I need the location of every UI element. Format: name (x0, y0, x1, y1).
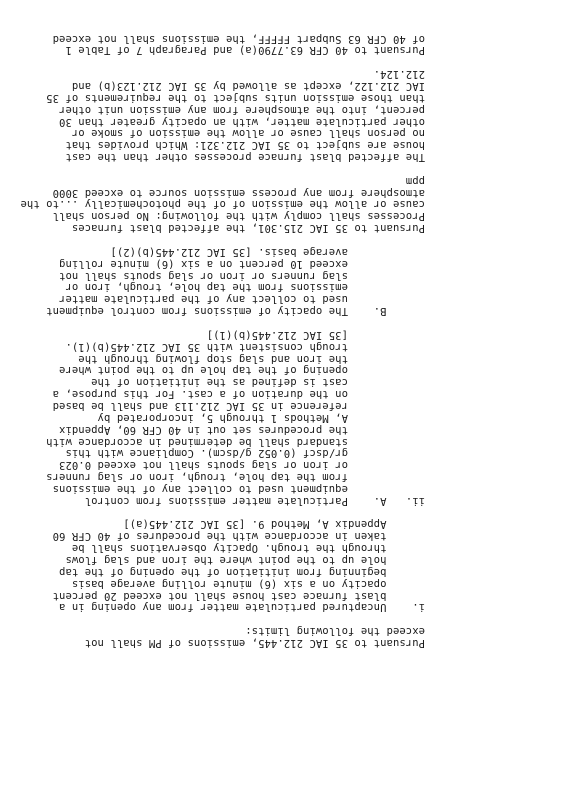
text-line: [35 IAC 212.445(b)(1)] (206, 328, 425, 341)
text-line: beginning from initiation of the opening of the tap (58, 565, 425, 578)
text-line: IAC 212.122, except as allowed by 35 IAC 212.123(b) and (71, 80, 425, 93)
text-line: B. The opacity of emissions from control equipment (46, 305, 425, 318)
text-line: opacity on a six (6) minute rolling average basis (71, 577, 425, 590)
text-line: than those emission units subject to the requirements of 35 (46, 91, 425, 104)
text-line: average basis. [35 IAC 212.445(b)(2)] (110, 246, 425, 258)
text-line: opening of the tap hole up to the point where (58, 364, 425, 377)
text-line: equipment used to collect any of the emissions (52, 483, 425, 495)
text-line: 212.124. (373, 68, 425, 81)
text-line: Appendix A, Method 9. [35 IAC 212.445(a)] (123, 518, 425, 531)
text-line: on the duration of a cast. For this purpose, a (52, 388, 425, 401)
text-line: standard shall be determined in accordance with (46, 435, 425, 448)
text-line: exceed the following limits: (245, 625, 425, 638)
text-line: slag runners or iron or slag spouts shall not (58, 269, 425, 282)
text-line: Pursuant to 35 IAC 212.445, emissions of PM shall not (84, 637, 425, 649)
text-line: of 40 CFR 63 Subpart FFFFF, the emissions shall not exceed (52, 32, 425, 45)
text-line: emissions from the tap hole, trough, iron or (65, 281, 425, 294)
text-line: through the trough. Opacity observations shall be (71, 542, 425, 555)
text-line: taken in accordance with the procedures of 40 CFR 60 (52, 530, 425, 543)
text-line: other particulate matter, with an opacity greater than 30 (58, 115, 425, 128)
text-line: house are subject to 35 IAC 212.321: Which provides that (65, 139, 425, 152)
text-line: cause or allow the emission of of the photochemically ...to the (20, 198, 425, 211)
text-line: no person shall cause or allow the emission of smoke or (71, 127, 425, 140)
text-line: exceed 10 percent on a six (6) minute rolling (58, 257, 425, 270)
text-line: percent, into the atmosphere from any emission unit other (58, 103, 425, 116)
text-line: blast furnace cast house shall not exceed 20 percent (52, 589, 425, 602)
text-line: gr/dscf (0.052 g/dscm). Compliance with this (65, 447, 425, 460)
text-line: ppm (405, 174, 425, 187)
text-line: from the tap hole, trough, iron or slag runners (46, 471, 425, 484)
text-line: the procedures set out in 40 CFR 60, Appendix (58, 423, 425, 436)
text-line: hole up to the point where the iron and slag flows (65, 554, 425, 567)
text-line: A, Methods 1 through 5, incorporated by (97, 411, 425, 424)
text-line: Processes shall comply with the following: No person shall (52, 210, 425, 223)
text-line: Pursuant to 40 CFR 63.7790(a) and Paragraph 7 of Table 1 (65, 44, 425, 57)
text-line: the iron and slag stop flowing through the (78, 352, 425, 365)
text-line: trough consistent with 35 IAC 212.445(b)(1). (65, 340, 425, 353)
text-line: ii. A. Particulate matter emissions from control (84, 494, 425, 507)
text-line: used to collect any of the particulate matter (58, 293, 425, 306)
text-line: cast is defined as the initiation of the (91, 376, 425, 389)
text-line: i. Uncaptured particulate matter from any opening in a (58, 601, 425, 614)
text-line: atmosphere from any process emission source to exceed 3000 (52, 186, 425, 199)
text-line: The affected blast furnace processes other than the cast (65, 151, 425, 164)
text-line: Pursuant to 35 IAC 215.301, the affected blast furnaces (71, 222, 425, 235)
text-line: reference in 35 IAC 212.113 and shall be based (52, 400, 425, 412)
text-line: or iron or slag spouts shall not exceed 0.023 (58, 459, 425, 472)
